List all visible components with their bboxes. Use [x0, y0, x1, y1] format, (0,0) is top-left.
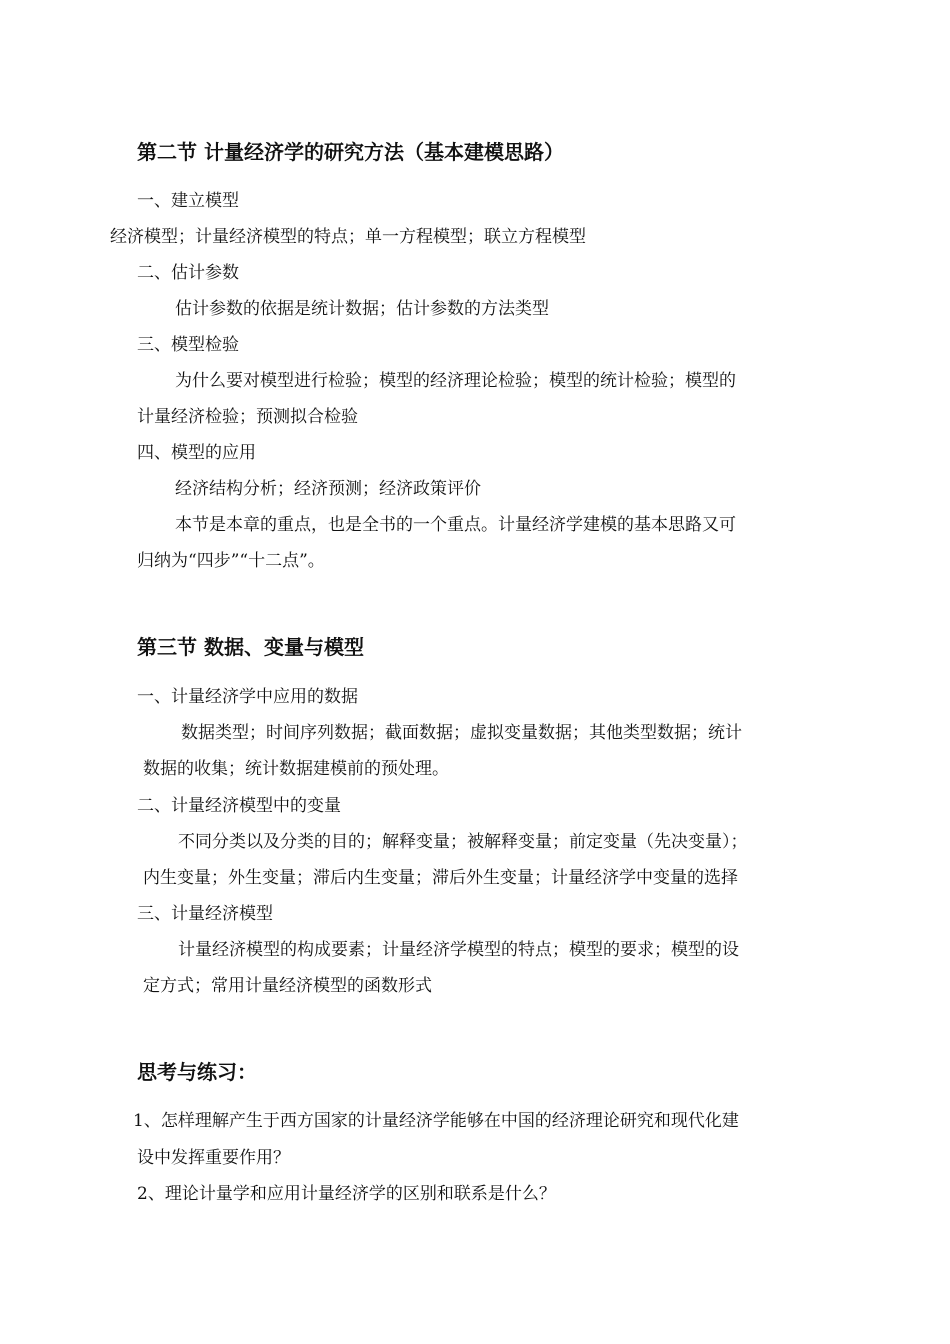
- data-item-title: 一、计量经济学中应用的数据: [137, 687, 358, 707]
- item-4-title: 四、模型的应用: [137, 443, 256, 463]
- item-4-text: 经济结构分析；经济预测；经济政策评价: [175, 479, 481, 499]
- section-3-heading: 第三节 数据、变量与模型: [137, 635, 364, 659]
- question-1-line1: 1、怎样理解产生于西方国家的计量经济学能够在中国的经济理论研究和现代化建: [133, 1111, 739, 1131]
- variable-item-text-line2: 内生变量；外生变量；滞后内生变量；滞后外生变量；计量经济学中变量的选择: [143, 868, 738, 888]
- question-2: 2、理论计量学和应用计量经济学的区别和联系是什么？: [137, 1184, 556, 1204]
- item-3-title: 三、模型检验: [137, 335, 239, 355]
- item-3-text-line2: 计量经济检验；预测拟合检验: [137, 407, 358, 427]
- section-2-heading: 第二节 计量经济学的研究方法（基本建模思路）: [137, 140, 564, 164]
- variable-item-text-line1: 不同分类以及分类的目的；解释变量；被解释变量；前定变量（先决变量）；: [178, 832, 748, 852]
- data-item-text-line1: 数据类型；时间序列数据；截面数据；虚拟变量数据；其他类型数据；统计: [181, 723, 742, 743]
- item-1-title: 一、建立模型: [137, 191, 239, 211]
- summary-line1: 本节是本章的重点，也是全书的一个重点。计量经济学建模的基本思路又可: [175, 515, 736, 535]
- model-item-text-line2: 定方式；常用计量经济模型的函数形式: [143, 976, 432, 996]
- variable-item-title: 二、计量经济模型中的变量: [137, 796, 341, 816]
- item-2-title: 二、估计参数: [137, 263, 239, 283]
- exercises-heading: 思考与练习：: [137, 1060, 257, 1084]
- item-1-text: 经济模型；计量经济模型的特点；单一方程模型；联立方程模型: [110, 227, 586, 247]
- item-3-text-line1: 为什么要对模型进行检验；模型的经济理论检验；模型的统计检验；模型的: [175, 371, 736, 391]
- data-item-text-line2: 数据的收集；统计数据建模前的预处理。: [143, 759, 449, 779]
- model-item-text-line1: 计量经济模型的构成要素；计量经济学模型的特点；模型的要求；模型的设: [178, 940, 739, 960]
- summary-line2: 归纳为“四步”“十二点”。: [137, 551, 325, 571]
- item-2-text: 估计参数的依据是统计数据；估计参数的方法类型: [175, 299, 549, 319]
- model-item-title: 三、计量经济模型: [137, 904, 273, 924]
- question-1-line2: 设中发挥重要作用？: [137, 1148, 290, 1168]
